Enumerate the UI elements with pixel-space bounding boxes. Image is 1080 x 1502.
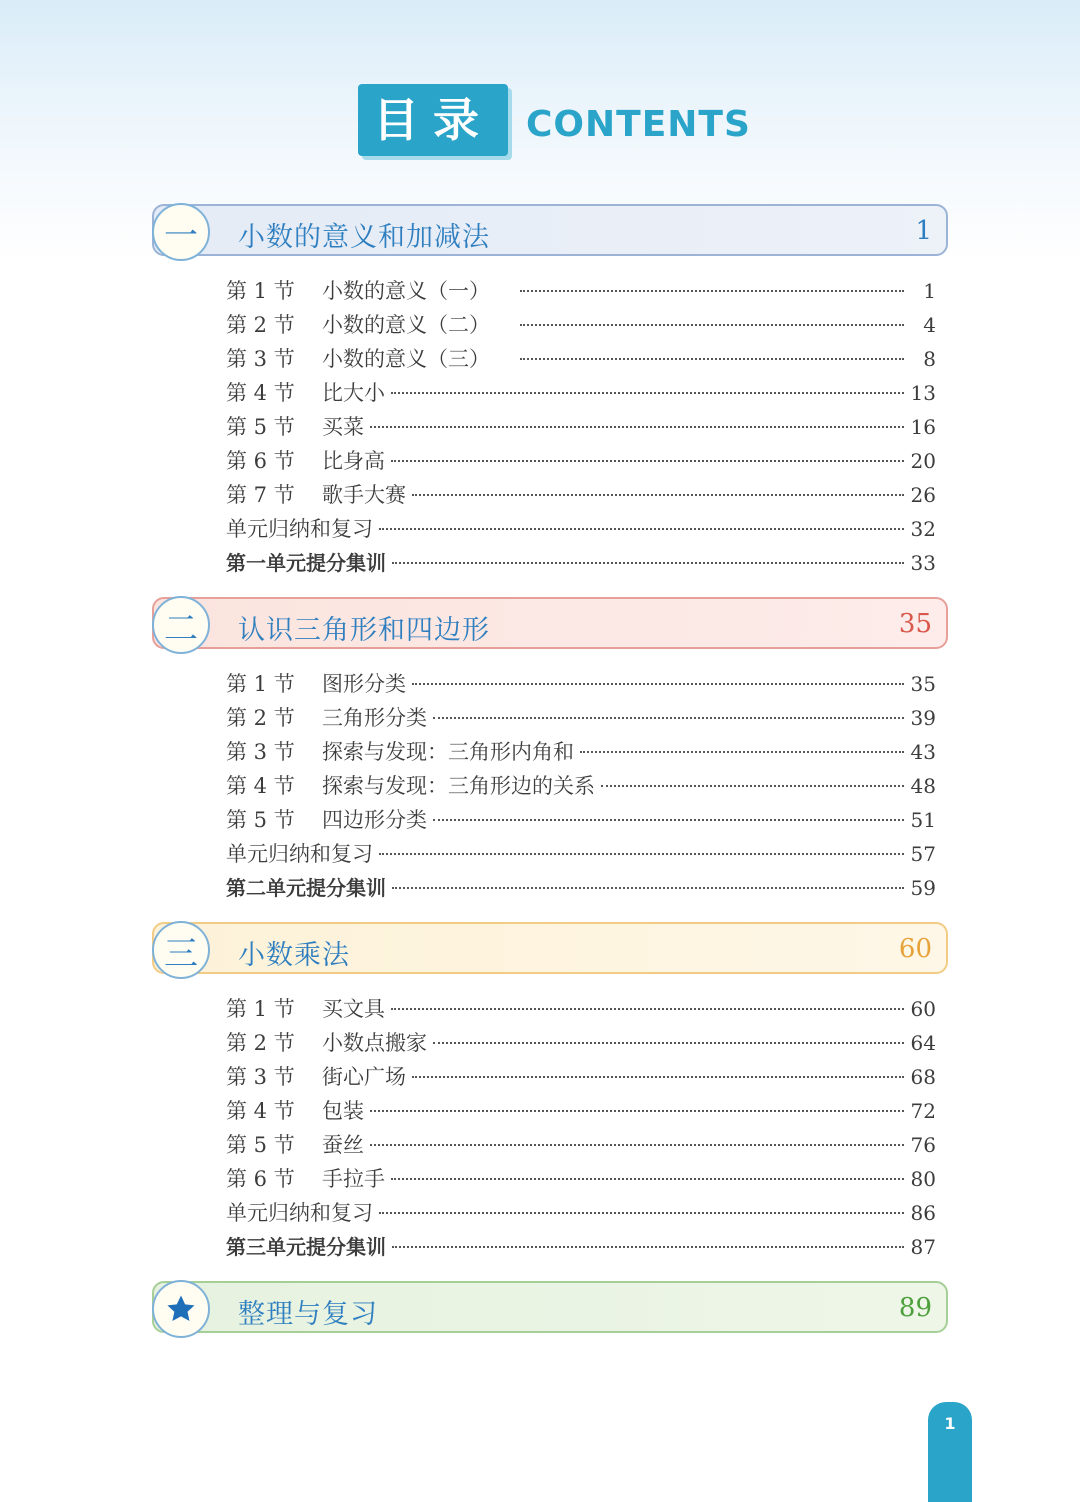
toc-entry[interactable] — [226, 667, 936, 701]
entry-name: 单元归纳和复习 — [226, 1201, 373, 1225]
leader-dots — [391, 1178, 904, 1180]
toc-entry[interactable] — [226, 1094, 936, 1128]
entry-section: 第 1 节 — [226, 672, 295, 696]
chapter-3-entries — [226, 992, 936, 1264]
entry-page: 76 — [910, 1133, 936, 1157]
leader-dots — [370, 426, 904, 428]
leader-dots — [370, 1110, 904, 1112]
entry-name: 三角形分类 — [322, 706, 427, 730]
toc-entry[interactable] — [226, 478, 936, 512]
chapter-1-bar[interactable] — [152, 204, 948, 256]
entry-name: 第二单元提分集训 — [226, 876, 386, 900]
entry-name: 蚕丝 — [322, 1133, 364, 1157]
chapter-1-badge: 一 — [152, 203, 210, 261]
entry-page: 20 — [910, 449, 936, 473]
entry-page: 72 — [910, 1099, 936, 1123]
entry-name: 单元归纳和复习 — [226, 842, 373, 866]
entry-name: 小数的意义（一） — [322, 279, 490, 303]
entry-page: 86 — [910, 1201, 936, 1225]
entry-name: 单元归纳和复习 — [226, 517, 373, 541]
entry-name: 比大小 — [322, 381, 385, 405]
toc-entry[interactable] — [226, 837, 936, 871]
entry-page: 60 — [910, 997, 936, 1021]
entry-page: 32 — [910, 517, 936, 541]
chapter-2-entries — [226, 667, 936, 905]
leader-dots — [520, 324, 904, 326]
leader-dots — [601, 785, 904, 787]
entry-page: 57 — [910, 842, 936, 866]
entry-name: 买文具 — [322, 997, 385, 1021]
toc-entry[interactable] — [226, 274, 936, 308]
entry-name: 四边形分类 — [322, 808, 427, 832]
contents-header — [0, 84, 1080, 160]
entry-section: 第 1 节 — [226, 279, 295, 303]
entry-section: 第 1 节 — [226, 997, 295, 1021]
contents-title-en: CONTENTS — [526, 104, 751, 145]
toc-entry[interactable] — [226, 512, 936, 546]
entry-page: 35 — [910, 672, 936, 696]
entry-page: 68 — [910, 1065, 936, 1089]
entry-name: 买菜 — [322, 415, 364, 439]
entry-page: 13 — [910, 381, 936, 405]
entry-section: 第 2 节 — [226, 706, 295, 730]
toc-entry[interactable] — [226, 992, 936, 1026]
entry-name: 街心广场 — [322, 1065, 406, 1089]
entry-name: 小数的意义（三） — [322, 347, 490, 371]
entry-page: 39 — [910, 706, 936, 730]
entry-section: 第 5 节 — [226, 808, 295, 832]
toc-entry[interactable] — [226, 1162, 936, 1196]
entry-section: 第 4 节 — [226, 1099, 295, 1123]
entry-page: 51 — [910, 808, 936, 832]
toc-entry[interactable] — [226, 308, 936, 342]
chapter-3-badge: 三 — [152, 921, 210, 979]
entry-page: 64 — [910, 1031, 936, 1055]
review-page: 89 — [898, 1293, 932, 1323]
page-number-tab: 1 — [928, 1402, 972, 1502]
entry-page: 16 — [910, 415, 936, 439]
entry-name: 图形分类 — [322, 672, 406, 696]
toc-entry[interactable] — [226, 701, 936, 735]
leader-dots — [433, 819, 904, 821]
leader-dots — [392, 1246, 904, 1248]
chapter-1-title: 小数的意义和加减法 — [238, 222, 490, 253]
entry-page: 26 — [910, 483, 936, 507]
toc-entry[interactable] — [226, 1230, 936, 1264]
entry-section: 第 5 节 — [226, 1133, 295, 1157]
chapter-1-page: 1 — [915, 216, 932, 246]
entry-section: 第 4 节 — [226, 381, 295, 405]
chapter-1-entries — [226, 274, 936, 580]
entry-section: 第 3 节 — [226, 740, 295, 764]
toc-entry[interactable] — [226, 735, 936, 769]
entry-page: 4 — [923, 313, 936, 337]
leader-dots — [379, 853, 904, 855]
entry-section: 第 2 节 — [226, 1031, 295, 1055]
entry-name: 小数的意义（二） — [322, 313, 490, 337]
leader-dots — [520, 358, 904, 360]
entry-name: 探索与发现：三角形边的关系 — [322, 774, 595, 798]
entry-page: 48 — [910, 774, 936, 798]
toc-entry[interactable] — [226, 1196, 936, 1230]
leader-dots — [379, 528, 904, 530]
entry-name: 手拉手 — [322, 1167, 385, 1191]
chapter-3-bar[interactable] — [152, 922, 948, 974]
leader-dots — [433, 717, 904, 719]
entry-page: 80 — [910, 1167, 936, 1191]
toc-entry[interactable] — [226, 444, 936, 478]
entry-page: 1 — [923, 279, 936, 303]
leader-dots — [433, 1042, 904, 1044]
leader-dots — [391, 1008, 904, 1010]
leader-dots — [412, 1076, 904, 1078]
entry-section: 第 6 节 — [226, 449, 295, 473]
entry-section: 第 3 节 — [226, 347, 295, 371]
entry-name: 小数点搬家 — [322, 1031, 427, 1055]
leader-dots — [370, 1144, 904, 1146]
entry-name: 第一单元提分集训 — [226, 551, 386, 575]
toc-entry[interactable] — [226, 1060, 936, 1094]
entry-page: 59 — [910, 876, 936, 900]
review-bar[interactable] — [152, 1281, 948, 1333]
toc-entry[interactable] — [226, 342, 936, 376]
entry-name: 比身高 — [322, 449, 385, 473]
toc-entry[interactable] — [226, 769, 936, 803]
leader-dots — [379, 1212, 904, 1214]
leader-dots — [392, 887, 904, 889]
leader-dots — [391, 392, 904, 394]
entry-page: 8 — [923, 347, 936, 371]
star-icon — [152, 1280, 210, 1338]
chapter-2-title: 认识三角形和四边形 — [238, 615, 490, 646]
entry-section: 第 2 节 — [226, 313, 295, 337]
entry-section: 第 7 节 — [226, 483, 295, 507]
chapter-2-page: 35 — [898, 609, 932, 639]
leader-dots — [412, 683, 904, 685]
entry-page: 87 — [910, 1235, 936, 1259]
chapter-3-page: 60 — [898, 934, 932, 964]
leader-dots — [412, 494, 904, 496]
toc-entry[interactable] — [226, 803, 936, 837]
entry-name: 歌手大赛 — [322, 483, 406, 507]
chapter-3-title: 小数乘法 — [238, 940, 350, 971]
entry-page: 33 — [910, 551, 936, 575]
chapter-2-badge: 二 — [152, 596, 210, 654]
entry-section: 第 5 节 — [226, 415, 295, 439]
toc-entry[interactable] — [226, 376, 936, 410]
entry-section: 第 4 节 — [226, 774, 295, 798]
chapter-2-bar[interactable] — [152, 597, 948, 649]
toc-entry[interactable] — [226, 1128, 936, 1162]
leader-dots — [520, 290, 904, 292]
toc-entry[interactable] — [226, 410, 936, 444]
toc-entry[interactable] — [226, 871, 936, 905]
entry-name: 包装 — [322, 1099, 364, 1123]
entry-section: 第 3 节 — [226, 1065, 295, 1089]
entry-page: 43 — [910, 740, 936, 764]
review-title: 整理与复习 — [238, 1299, 378, 1330]
toc-entry[interactable] — [226, 546, 936, 580]
entry-name: 第三单元提分集训 — [226, 1235, 386, 1259]
toc-entry[interactable] — [226, 1026, 936, 1060]
entry-section: 第 6 节 — [226, 1167, 295, 1191]
contents-title-cn: 目录 — [358, 84, 508, 156]
entry-name: 探索与发现：三角形内角和 — [322, 740, 574, 764]
leader-dots — [580, 751, 904, 753]
leader-dots — [392, 562, 904, 564]
leader-dots — [391, 460, 904, 462]
